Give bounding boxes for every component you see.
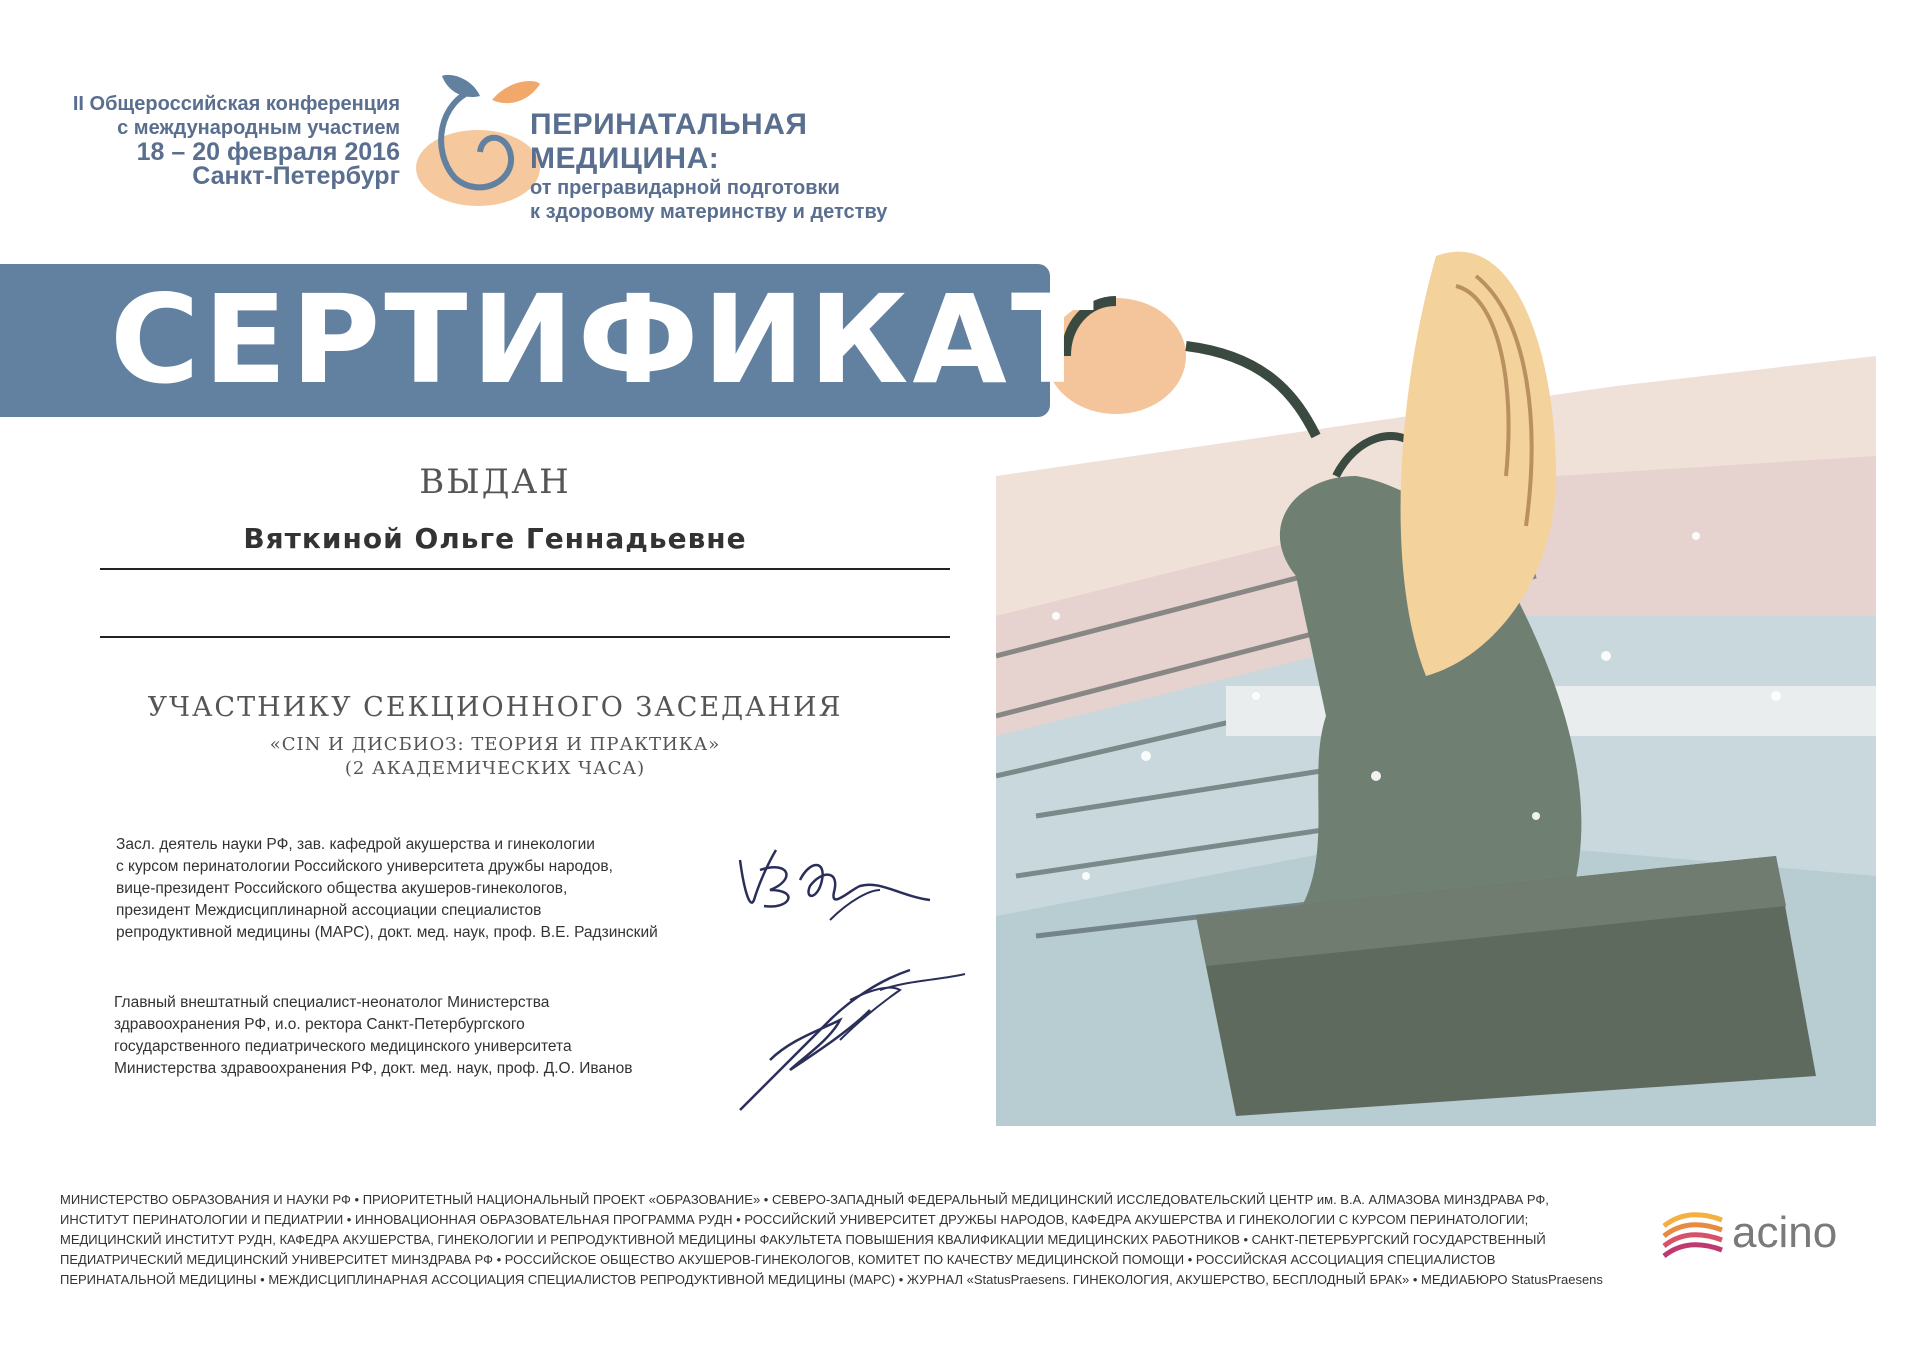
- conference-theme-title: ПЕРИНАТАЛЬНАЯ МЕДИЦИНА:: [530, 108, 808, 175]
- conference-city: Санкт-Петербург: [192, 162, 400, 190]
- name-underline: [100, 568, 950, 570]
- conference-theme-line3: к здоровому материнству и детству: [530, 201, 888, 223]
- signature-ivanov-icon: [730, 960, 970, 1120]
- blank-underline: [100, 636, 950, 638]
- signatory-line: здравоохранения РФ, и.о. ректора Санкт-Петербургского: [114, 1016, 525, 1033]
- conference-theme: [530, 108, 950, 224]
- recipient-name: Вяткиной Ольге Геннадьевне: [243, 522, 747, 555]
- signatory-line: с курсом перинатологии Российского университета дружбы народов,: [116, 858, 613, 875]
- signatory-line: Министерства здравоохранения РФ, докт. мед. наук, проф. Д.О. Иванов: [114, 1060, 633, 1077]
- sponsor-acino: acino: [1732, 1208, 1838, 1257]
- signatory-radzinsky: [116, 834, 736, 944]
- footer-line: ИНСТИТУТ ПЕРИНАТОЛОГИИ И ПЕДИАТРИИ • ИННОВАЦИОННАЯ ОБРАЗОВАТЕЛЬНАЯ ПРОГРАММА РУДН • РОССИЙСКИЙ УНИВЕРСИТЕТ ДРУЖБЫ НАРОДОВ, КАФЕДРА АКУШЕРСТВА И ГИНЕКОЛОГИИ С КУРСОМ ПЕРИНАТОЛОГИИ;: [60, 1212, 1529, 1227]
- conference-line2: с международным участием: [117, 117, 400, 139]
- footer-line: ПЕРИНАТАЛЬНОЙ МЕДИЦИНЫ • МЕЖДИСЦИПЛИНАРНАЯ АССОЦИАЦИЯ СПЕЦИАЛИСТОВ РЕПРОДУКТИВНОЙ МЕДИЦИНЫ (МАРС) • ЖУРНАЛ «StatusPraesens. ГИНЕКОЛОГИЯ, АКУШЕРСТВО, БЕСПЛОДНЫЙ БРАК» • МЕДИАБЮРО StatusPraesens: [60, 1272, 1603, 1287]
- issued-label: ВЫДАН: [419, 462, 571, 502]
- conference-logo-icon: [400, 60, 550, 210]
- conference-info: [60, 92, 400, 188]
- signatory-line: вице-президент Российского общества акушеров-гинекологов,: [116, 880, 568, 897]
- footer-line: ПЕДИАТРИЧЕСКИЙ МЕДИЦИНСКИЙ УНИВЕРСИТЕТ МИНЗДРАВА РФ • РОССИЙСКОЕ ОБЩЕСТВО АКУШЕРОВ-ГИНЕКОЛОГОВ, КОМИТЕТ ПО КАЧЕСТВУ МЕДИЦИНСКОЙ ПОМОЩИ • РОССИЙСКАЯ АССОЦИАЦИЯ СПЕЦИАЛИСТОВ: [60, 1252, 1496, 1267]
- footer-organizers: [60, 1190, 1620, 1290]
- signature-radzinsky-icon: [730, 830, 950, 940]
- footer-line: МИНИСТЕРСТВО ОБРАЗОВАНИЯ И НАУКИ РФ • ПРИОРИТЕТНЫЙ НАЦИОНАЛЬНЫЙ ПРОЕКТ «ОБРАЗОВАНИЕ» • СЕВЕРО-ЗАПАДНЫЙ ФЕДЕРАЛЬНЫЙ МЕДИЦИНСКИЙ ИССЛЕДОВАТЕЛЬСКИЙ ЦЕНТР им. В.А. АЛМАЗОВА МИНЗДРАВА РФ,: [60, 1192, 1549, 1207]
- participant-label: УЧАСТНИКУ СЕКЦИОННОГО ЗАСЕДАНИЯ: [147, 692, 843, 723]
- signatory-line: Главный внештатный специалист-неонатолог Министерства: [114, 994, 550, 1011]
- conference-theme-line2: от прегравидарной подготовки: [530, 177, 840, 199]
- certificate-title: СЕРТИФИКАТ: [110, 269, 1099, 411]
- signatory-ivanov: [114, 992, 734, 1080]
- session-hours: (2 АКАДЕМИЧЕСКИХ ЧАСА): [344, 758, 646, 779]
- acino-logo-icon: [1658, 1206, 1728, 1266]
- signatory-line: государственного педиатрического медицинского университета: [114, 1038, 572, 1055]
- signatory-line: президент Междисциплинарной ассоциации специалистов: [116, 902, 542, 919]
- footer-line: МЕДИЦИНСКИЙ ИНСТИТУТ РУДН, КАФЕДРА АКУШЕРСТВА, ГИНЕКОЛОГИИ И РЕПРОДУКТИВНОЙ МЕДИЦИНЫ ФАКУЛЬТЕТА ПОВЫШЕНИЯ КВАЛИФИКАЦИИ МЕДИЦИНСКИХ РАБОТНИКОВ • САНКТ-ПЕТЕРБУРГСКИЙ ГОСУДАРСТВЕННЫЙ: [60, 1232, 1546, 1247]
- conference-line1: II Общероссийская конференция: [72, 93, 400, 115]
- conference-dates: 18 – 20 февраля 2016: [136, 138, 400, 166]
- griffin-illustration-icon: [996, 56, 1876, 1126]
- signatory-line: репродуктивной медицины (МАРС), докт. мед. наук, проф. В.Е. Радзинский: [116, 924, 658, 941]
- signatory-line: Засл. деятель науки РФ, зав. кафедрой акушерства и гинекологии: [116, 836, 595, 853]
- session-title: «CIN И ДИСБИОЗ: ТЕОРИЯ И ПРАКТИКА»: [269, 734, 721, 755]
